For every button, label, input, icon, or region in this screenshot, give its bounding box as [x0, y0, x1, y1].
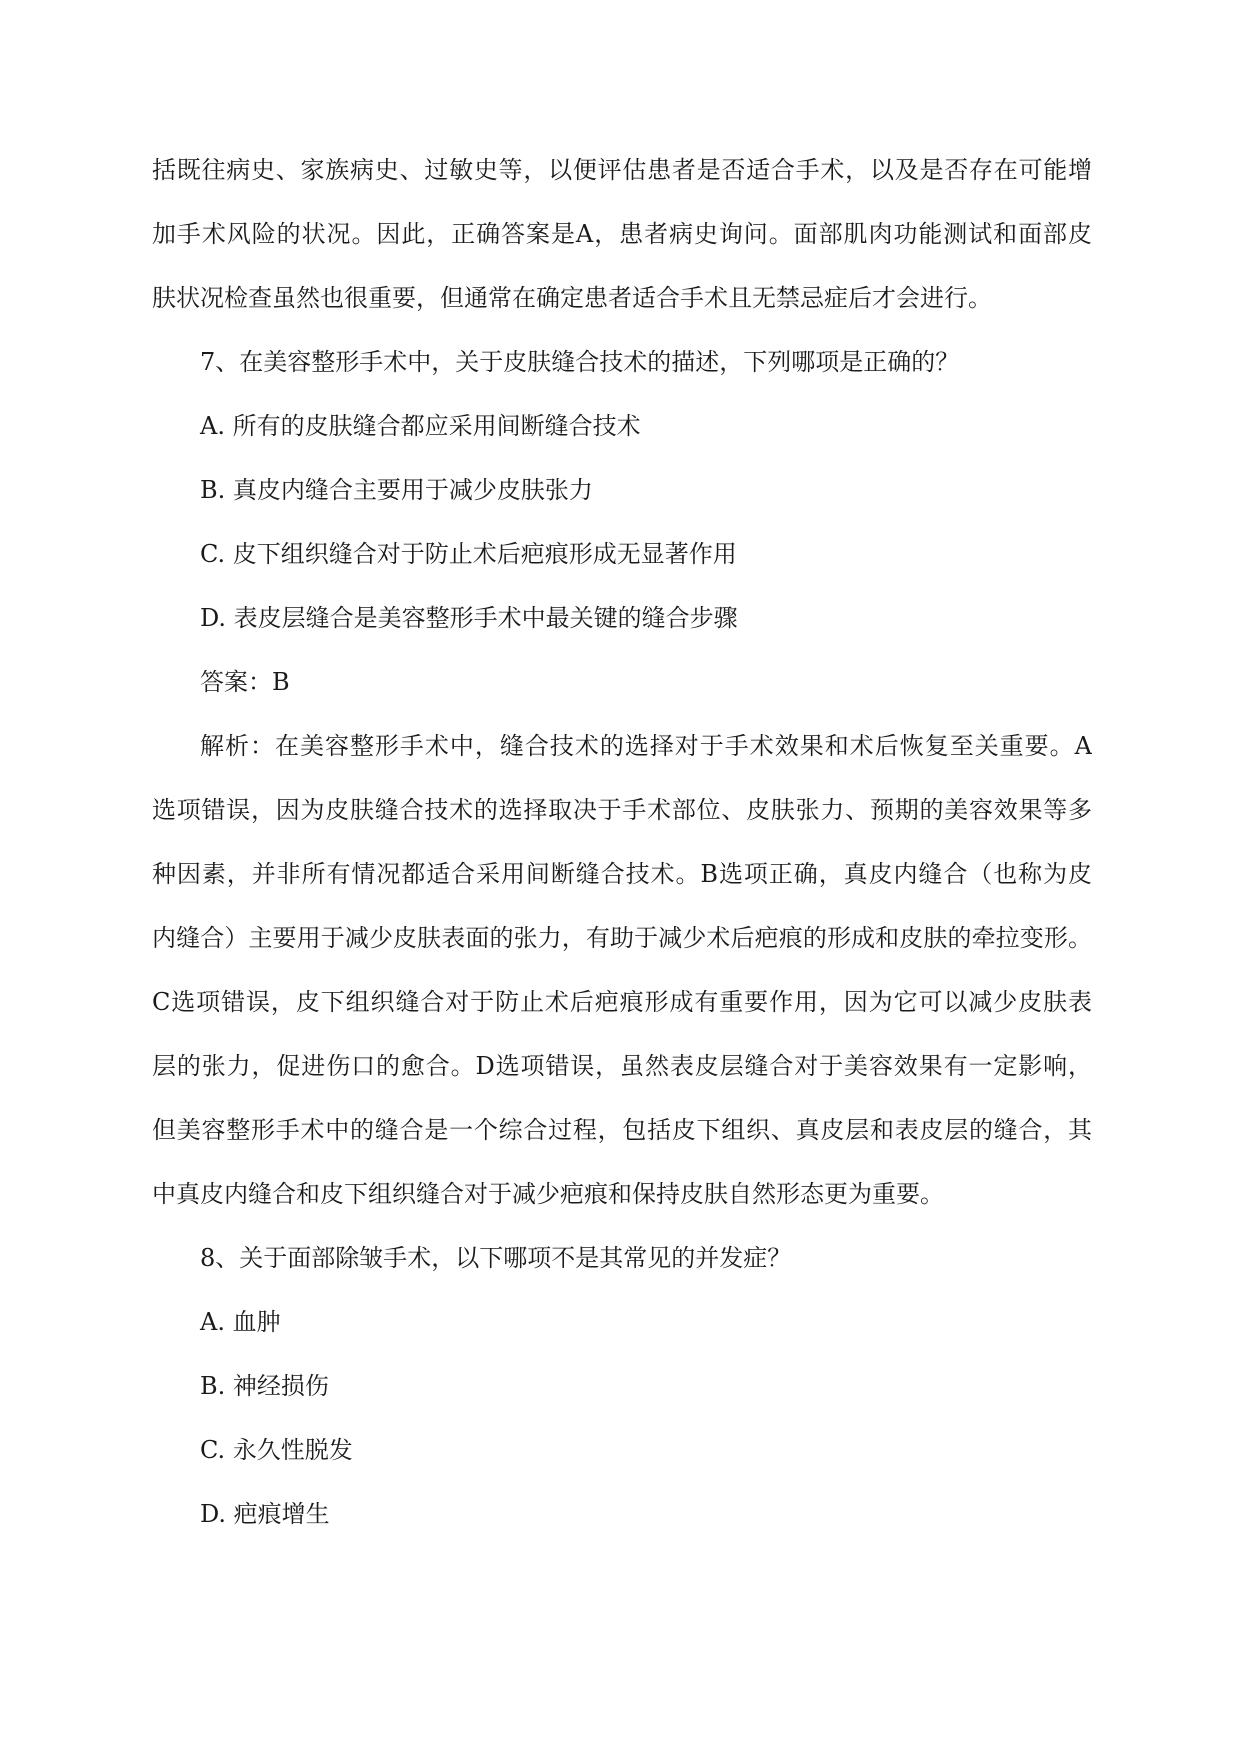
analysis-line: 层的张力，促进伤口的愈合。D选项错误，虽然表皮层缝合对于美容效果有一定影响， [152, 1052, 1092, 1080]
question-7-option-c: C. 皮下组织缝合对于防止术后疤痕形成无显著作用 [200, 540, 737, 568]
intro-line: 肤状况检查虽然也很重要，但通常在确定患者适合手术且无禁忌症后才会进行。 [152, 284, 992, 312]
question-7-option-d: D. 表皮层缝合是美容整形手术中最关键的缝合步骤 [200, 604, 738, 632]
question-7 [152, 330, 1092, 1226]
question-7-analysis [152, 714, 1092, 1226]
analysis-line: 内缝合）主要用于减少皮肤表面的张力，有助于减少术后疤痕的形成和皮肤的牵拉变形。 [152, 924, 1092, 952]
analysis-line: 解析：在美容整形手术中，缝合技术的选择对于手术效果和术后恢复至关重要。A [200, 732, 1092, 760]
question-8-option-a: A. 血肿 [200, 1308, 281, 1336]
intro-line: 括既往病史、家族病史、过敏史等，以便评估患者是否适合手术，以及是否存在可能增 [152, 156, 1092, 184]
question-8 [152, 1226, 1092, 1546]
question-8-option-b: B. 神经损伤 [200, 1372, 329, 1400]
analysis-line: 中真皮内缝合和皮下组织缝合对于减少疤痕和保持皮肤自然形态更为重要。 [152, 1180, 944, 1208]
question-7-option-a: A. 所有的皮肤缝合都应采用间断缝合技术 [200, 412, 641, 440]
analysis-line: 种因素，并非所有情况都适合采用间断缝合技术。B选项正确，真皮内缝合（也称为皮 [152, 860, 1092, 888]
document-body [152, 138, 1092, 1546]
question-8-text: 8、关于面部除皱手术，以下哪项不是其常见的并发症？ [200, 1244, 792, 1272]
analysis-line: 选项错误，因为皮肤缝合技术的选择取决于手术部位、皮肤张力、预期的美容效果等多 [152, 796, 1092, 824]
intro-paragraph [152, 138, 1092, 330]
question-7-text: 7、在美容整形手术中，关于皮肤缝合技术的描述，下列哪项是正确的？ [200, 348, 960, 376]
intro-line: 加手术风险的状况。因此，正确答案是A，患者病史询问。面部肌肉功能测试和面部皮 [152, 220, 1092, 248]
question-7-option-b: B. 真皮内缝合主要用于减少皮肤张力 [200, 476, 593, 504]
question-8-option-c: C. 永久性脱发 [200, 1436, 353, 1464]
question-8-option-d: D. 疤痕增生 [200, 1500, 330, 1528]
analysis-line: 但美容整形手术中的缝合是一个综合过程，包括皮下组织、真皮层和表皮层的缝合，其 [152, 1116, 1092, 1144]
analysis-line: C选项错误，皮下组织缝合对于防止术后疤痕形成有重要作用，因为它可以减少皮肤表 [152, 988, 1092, 1016]
question-7-answer: 答案：B [200, 668, 290, 696]
